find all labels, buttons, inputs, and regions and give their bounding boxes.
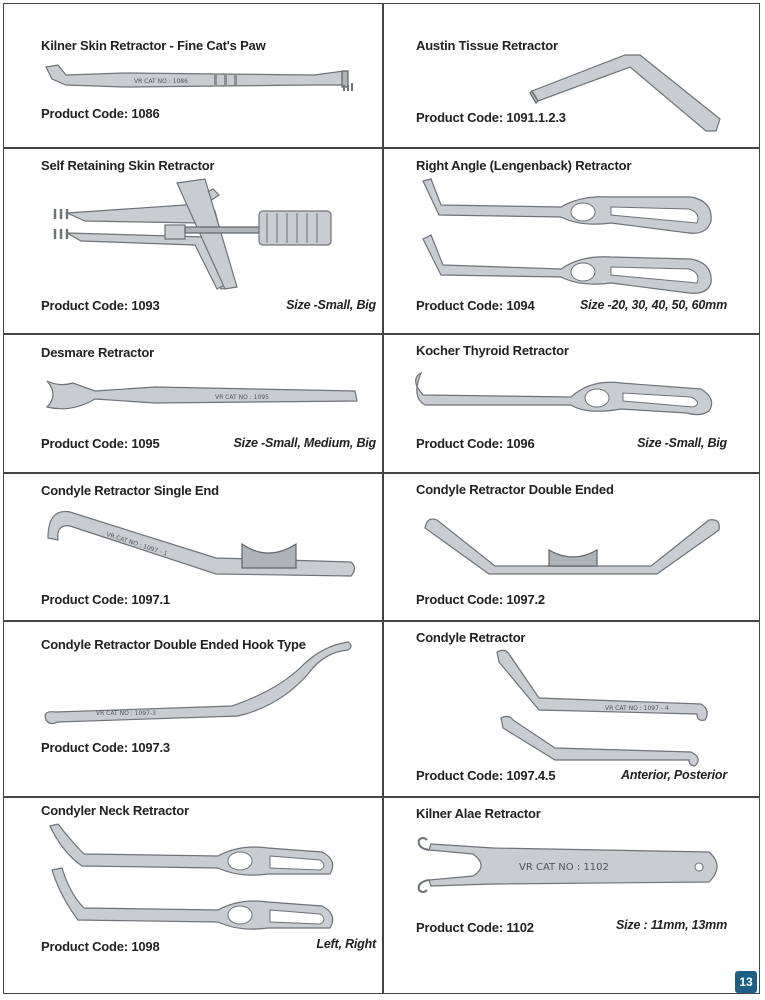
product-size: Left, Right [316,937,376,951]
product-cell-1095 [10,335,380,472]
product-title: Condyle Retractor [416,630,526,645]
product-title: Kocher Thyroid Retractor [416,343,569,358]
product-code: Product Code: 1097.1 [41,592,170,607]
condyle-retractor-image [495,648,715,763]
product-title: Condyle Retractor Double Ended [416,482,614,497]
page-number: 13 [735,971,757,993]
product-size: Size -Small, Big [286,298,376,312]
product-code: Product Code: 1102 [416,920,534,935]
product-cell-1093 [10,149,380,333]
product-size: Size -Small, Medium, Big [233,436,376,450]
instrument-marking: VR CAT NO : 1095 [215,394,269,401]
austin-tissue-retractor-image [530,53,730,138]
product-code: Product Code: 1098 [41,939,160,954]
kocher-thyroid-retractor-image [411,371,721,421]
product-title: Kilner Alae Retractor [416,806,541,821]
instrument-marking: VR CAT NO : 1097 - 1 [105,531,169,558]
product-code: Product Code: 1086 [41,106,160,121]
product-code: Product Code: 1097.2 [416,592,545,607]
instrument-marking: VR CAT NO : 1097 - 4 [605,705,669,712]
condyle-retractor-double-ended-image [423,514,723,579]
product-title: Condyle Retractor Single End [41,483,219,498]
column-divider [382,3,384,994]
product-cell-1097-2 [385,474,755,620]
product-code: Product Code: 1097.4.5 [416,768,556,783]
product-cell-1091 [385,3,755,147]
instrument-marking: VR CAT NO : 1097-3 [96,710,156,717]
product-code: Product Code: 1095 [41,436,160,451]
right-angle-retractor-image [421,179,721,294]
product-code: Product Code: 1094 [416,298,535,313]
product-title: Condyler Neck Retractor [41,803,189,818]
product-cell-1102 [385,798,755,994]
product-title: Kilner Skin Retractor - Fine Cat's Paw [41,38,266,53]
product-cell-1097-1 [10,474,380,620]
condyler-neck-retractor-image [48,824,348,939]
product-size: Size -20, 30, 40, 50, 60mm [580,298,727,312]
kilner-skin-retractor-image [44,61,364,101]
product-title: Self Retaining Skin Retractor [41,158,215,173]
product-title: Right Angle (Lengenback) Retractor [416,158,632,173]
product-code: Product Code: 1091.1.2.3 [416,110,566,125]
product-code: Product Code: 1097.3 [41,740,170,755]
product-size: Size : 11mm, 13mm [615,918,727,932]
product-cell-1097-4-5 [385,622,755,796]
kilner-alae-retractor-image [409,834,729,894]
product-cell-1094 [385,149,755,333]
product-cell-1097-3 [10,622,380,796]
instrument-marking: VR CAT NO : 1086 [134,78,188,85]
product-cell-1086 [10,3,380,147]
product-cell-1096 [385,335,755,472]
product-cell-1098 [10,798,380,994]
condyle-retractor-single-end-image [46,506,366,581]
product-code: Product Code: 1093 [41,298,160,313]
product-size: Size -Small, Big [637,436,727,450]
product-title: Desmare Retractor [41,345,154,360]
product-size: Anterior, Posterior [621,768,727,782]
product-code: Product Code: 1096 [416,436,535,451]
product-title: Austin Tissue Retractor [416,38,558,53]
product-title: Condyle Retractor Double Ended Hook Type [41,637,306,652]
instrument-marking: VR CAT NO : 1102 [519,862,609,873]
condyle-retractor-hook-type-image [42,640,362,730]
self-retaining-skin-retractor-image [45,177,345,295]
desmare-retractor-image [45,377,365,417]
